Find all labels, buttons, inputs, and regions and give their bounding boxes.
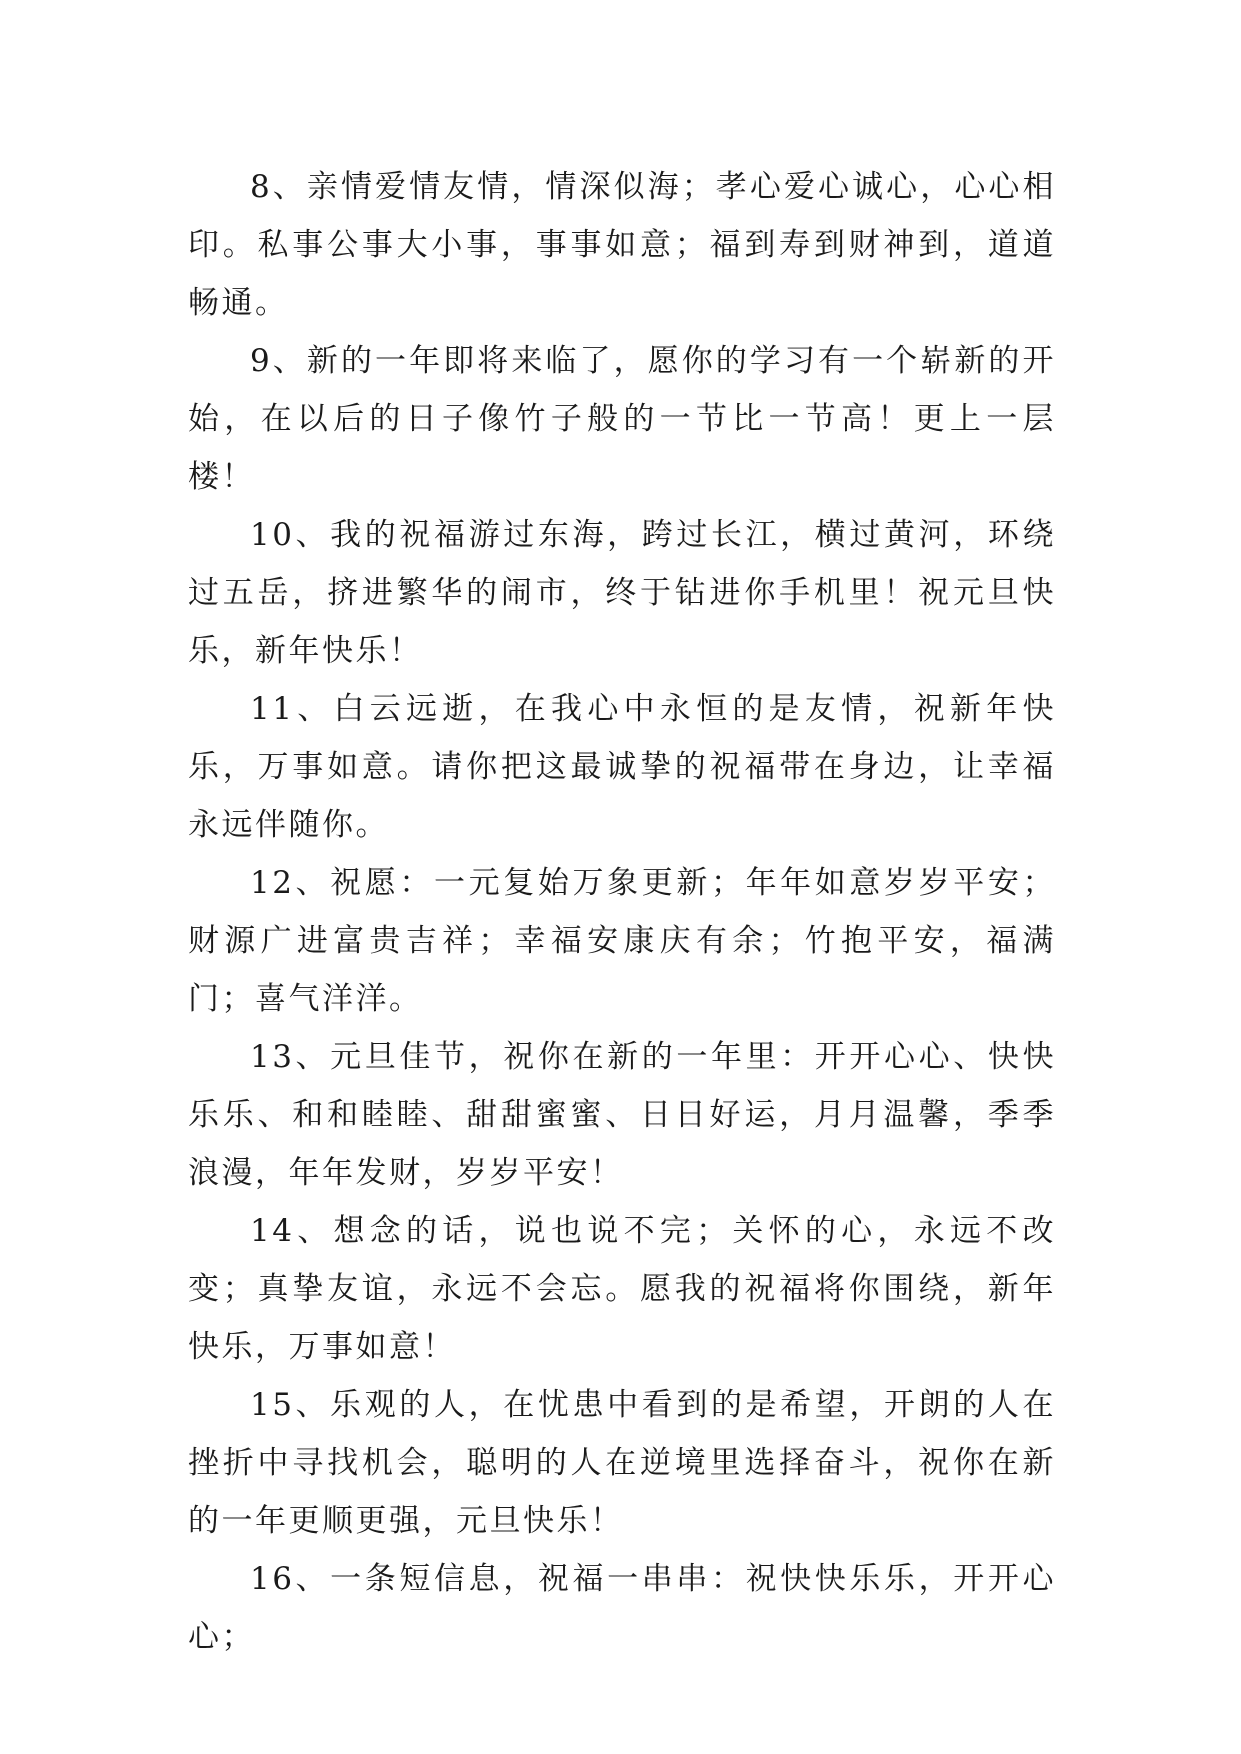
paragraph-10: 10、我的祝福游过东海，跨过长江，横过黄河，环绕过五岳，挤进繁华的闹市，终于钻进你手机里！祝元旦快乐，新年快乐！ [188,517,1056,669]
paragraph-12: 12、祝愿：一元复始万象更新；年年如意岁岁平安；财源广进富贵吉祥；幸福安康庆有余；竹抱平安，福满门；喜气洋洋。 [188,865,1056,1017]
paragraph-14: 14、想念的话，说也说不完；关怀的心，永远不改变；真挚友谊，永远不会忘。愿我的祝福将你围绕，新年快乐，万事如意！ [188,1213,1056,1365]
paragraph-16: 16、一条短信息，祝福一串串：祝快快乐乐，开开心心； [188,1561,1056,1655]
document-body [188,158,1056,1666]
paragraph-8: 8、亲情爱情友情，情深似海；孝心爱心诚心，心心相印。私事公事大小事，事事如意；福到寿到财神到，道道畅通。 [188,169,1056,321]
paragraph-15: 15、乐观的人，在忧患中看到的是希望，开朗的人在挫折中寻找机会，聪明的人在逆境里选择奋斗，祝你在新的一年更顺更强，元旦快乐！ [188,1387,1056,1539]
paragraph-13: 13、元旦佳节，祝你在新的一年里：开开心心、快快乐乐、和和睦睦、甜甜蜜蜜、日日好运，月月温馨，季季浪漫，年年发财，岁岁平安！ [188,1039,1056,1191]
paragraph-11: 11、白云远逝，在我心中永恒的是友情，祝新年快乐，万事如意。请你把这最诚挚的祝福带在身边，让幸福永远伴随你。 [188,691,1056,843]
paragraph-9: 9、新的一年即将来临了，愿你的学习有一个崭新的开始，在以后的日子像竹子般的一节比一节高！更上一层楼！ [188,343,1056,495]
